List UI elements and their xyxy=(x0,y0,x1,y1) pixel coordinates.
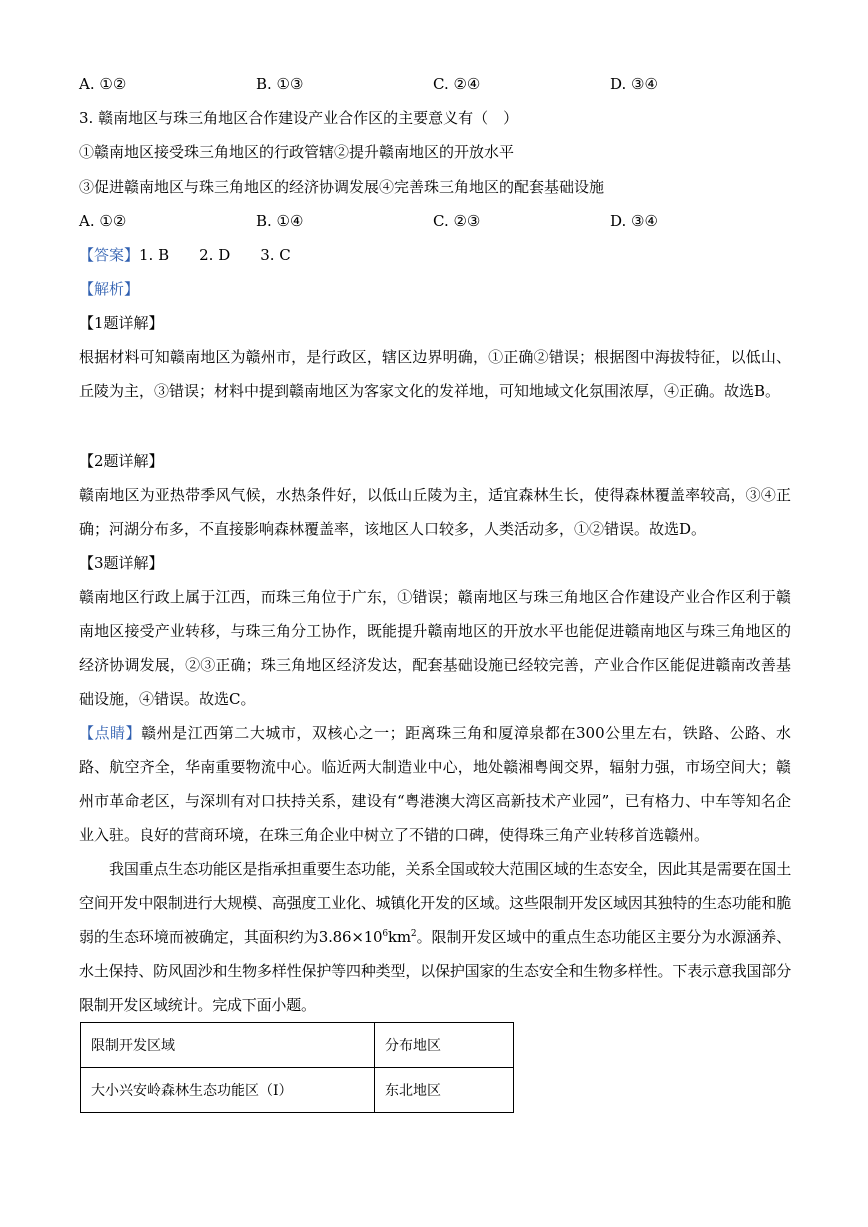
q2-option-c: C. ②④ xyxy=(433,75,481,93)
material-text-after: 。限制开发区域中的重点生态功能区主要分为水源涵养、水土保持、防风固沙和生物多样性保护等四种类型，以保护国家的生态安全和生物多样性。下表示意我国部分限制开发区域统计。完成下面小题。 xyxy=(79,928,791,1014)
q3-option-d: D. ③④ xyxy=(610,212,658,230)
q3-items-line1: ①赣南地区接受珠三角地区的行政管辖②提升赣南地区的开放水平 xyxy=(79,143,515,161)
detail-1-title: 【1题详解】 xyxy=(79,314,164,332)
table-header-region: 限制开发区域 xyxy=(81,1023,375,1068)
detail-3-text: 赣南地区行政上属于江西，而珠三角位于广东，①错误；赣南地区与珠三角地区合作建设产业合作区利于赣南地区接受产业转移，与珠三角分工协作，既能提升赣南地区的开放水平也能促进赣南地区与珠三角地区的经济协调发展，②③正确；珠三角地区经济发达，配套基础设施已经较完善，产业合作区能促进赣南改善基础设施，④错误。故选C。 xyxy=(79,588,791,708)
table-header-location: 分布地区 xyxy=(375,1023,514,1068)
q3-items-line2: ③促进赣南地区与珠三角地区的经济协调发展④完善珠三角地区的配套基础设施 xyxy=(79,178,605,196)
tip-text: 赣州是江西第二大城市，双核心之一；距离珠三角和厦漳泉都在300公里左右，铁路、公路、水路、航空齐全，华南重要物流中心。临近两大制造业中心，地处赣湘粤闽交界，辐射力强，市场空间大；赣州市革命老区，与深圳有对口扶持关系，建设有“粤港澳大湾区高新技术产业园”，已有格力、中车等知名企业入驻。良好的营商环境，在珠三角企业中树立了不错的口碑，使得珠三角产业转移首选赣州。 xyxy=(79,724,791,844)
detail-3-title: 【3题详解】 xyxy=(79,554,164,572)
analysis-tag: 【解析】 xyxy=(79,280,140,298)
table-cell-location: 东北地区 xyxy=(375,1068,514,1113)
answer-tag: 【答案】 xyxy=(79,246,140,264)
table-cell-region: 大小兴安岭森林生态功能区（I） xyxy=(81,1068,375,1113)
q3-option-a: A. ①② xyxy=(79,212,127,230)
detail-2-title: 【2题详解】 xyxy=(79,452,164,470)
material-exponent: 6 xyxy=(382,929,388,939)
answer-text: 1. B 2. D 3. C xyxy=(139,246,291,264)
q2-option-b: B. ①③ xyxy=(256,75,304,93)
material-paragraph xyxy=(79,852,791,1022)
material-unit: km xyxy=(387,928,411,946)
q3-option-c: C. ②③ xyxy=(433,212,481,230)
q2-option-d: D. ③④ xyxy=(610,75,658,93)
table-row xyxy=(81,1068,514,1113)
material-text-before: 我国重点生态功能区是指承担重要生态功能，关系全国或较大范围区域的生态安全，因此其是需要在国土空间开发中限制进行大规模、高强度工业化、城镇化开发的区域。这些限制开发区域因其独特的生态功能和脆弱的生态环境而被确定，其面积约为3.86×10 xyxy=(79,860,791,946)
answer-line xyxy=(79,245,291,265)
tip-paragraph xyxy=(79,716,791,852)
restricted-zones-table xyxy=(80,1022,514,1113)
q2-option-a: A. ①② xyxy=(79,75,127,93)
detail-1-text: 根据材料可知赣南地区为赣州市，是行政区，辖区边界明确，①正确②错误；根据图中海拔特征，以低山、丘陵为主，③错误；材料中提到赣南地区为客家文化的发祥地，可知地域文化氛围浓厚，④正确。故选B。 xyxy=(79,348,791,400)
q3-option-b: B. ①④ xyxy=(256,212,304,230)
table-header-row xyxy=(81,1023,514,1068)
q3-stem: 3. 赣南地区与珠三角地区合作建设产业合作区的主要意义有（ ） xyxy=(79,109,519,127)
material-unit-exponent: 2 xyxy=(410,929,417,939)
detail-2-text: 赣南地区为亚热带季风气候，水热条件好，以低山丘陵为主，适宜森林生长，使得森林覆盖率较高，③④正确；河湖分布多，不直接影响森林覆盖率，该地区人口较多，人类活动多，①②错误。故选D。 xyxy=(79,486,791,538)
tip-tag: 【点睛】 xyxy=(79,724,142,742)
